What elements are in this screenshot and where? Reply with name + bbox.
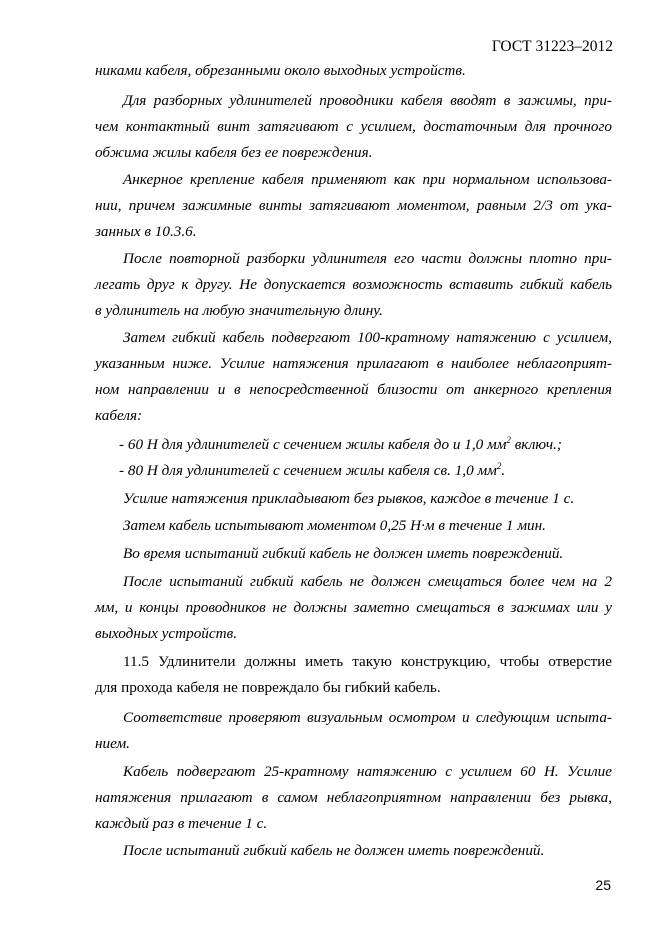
text-line: указанным ниже. Усилие натяжения прилагают в наиболее неблагоприят- — [95, 355, 612, 372]
text-line: кабеля: — [95, 407, 143, 424]
list-item-text: - 80 Н для удлинителей с сечением жилы кабеля св. 1,0 мм — [119, 462, 497, 479]
text-line: выходных устройств. — [95, 625, 238, 642]
text-line: Затем гибкий кабель подвергают 100-кратному натяжению с усилием, — [123, 329, 612, 346]
text-line: 11.5 Удлинители должны иметь такую конструкцию, чтобы отверстие — [123, 653, 612, 670]
text-line: мм, и концы проводников не должны заметно смещаться в зажимах или у — [95, 599, 612, 616]
text-line: Затем кабель испытывают моментом 0,25 Н·м в течение 1 мин. — [123, 517, 546, 534]
text-line: каждый раз в течение 1 с. — [95, 815, 268, 832]
text-line: ном направлении и в непосредственной близости от анкерного крепления — [95, 381, 612, 398]
text-line: для прохода кабеля не повреждало бы гибкий кабель. — [95, 679, 441, 696]
text-line: Соответствие проверяют визуальным осмотром и следующим испыта- — [123, 709, 612, 726]
text-line: Усилие натяжения прикладывают без рывков, каждое в течение 1 с. — [123, 490, 575, 507]
list-item-text: . — [501, 462, 506, 479]
text-line: После испытаний гибкий кабель не должен иметь повреждений. — [123, 842, 545, 859]
text-line: чем контактный винт затягивают с усилием, достаточным для прочного — [95, 118, 612, 135]
page-number: 25 — [595, 877, 611, 893]
text-line: После повторной разборки удлинителя его части должны плотно при- — [123, 250, 612, 267]
superscript: 2 — [496, 461, 502, 471]
text-line: нии, причем зажимные винты затягивают моментом, равным 2/3 от ука- — [95, 197, 612, 214]
text-line: натяжения прилагают в самом неблагоприятном направлении без рывка, — [95, 789, 612, 806]
text-line: занных в 10.3.6. — [95, 223, 197, 240]
list-item-text: - 60 Н для удлинителей с сечением жилы кабеля до и 1,0 мм — [119, 436, 507, 453]
text-line: Во время испытаний гибкий кабель не должен иметь повреждений. — [123, 545, 564, 562]
text-line: После испытаний гибкий кабель не должен смещаться более чем на 2 — [123, 573, 612, 590]
text-line: нием. — [95, 735, 130, 752]
text-line: Кабель подвергают 25-кратному натяжению с усилием 60 Н. Усилие — [123, 763, 612, 780]
text-line: обжима жилы кабеля без ее повреждения. — [95, 144, 373, 161]
text-line: в удлинитель на любую значительную длину. — [95, 302, 383, 319]
list-item-text: включ.; — [510, 436, 562, 453]
text-line: Для разборных удлинителей проводники кабеля вводят в зажимы, при- — [123, 92, 612, 109]
text-line: Анкерное крепление кабеля применяют как при нормальном использова- — [123, 171, 612, 188]
superscript: 2 — [506, 435, 511, 445]
text-line: легать друг к другу. Не допускается возможность вставить гибкий кабель — [95, 276, 612, 293]
list-item — [119, 436, 636, 454]
text-line: никами кабеля, обрезанными около выходных устройств. — [95, 62, 466, 79]
list-item — [119, 462, 636, 480]
standard-header: ГОСТ 31223–2012 — [491, 38, 613, 55]
